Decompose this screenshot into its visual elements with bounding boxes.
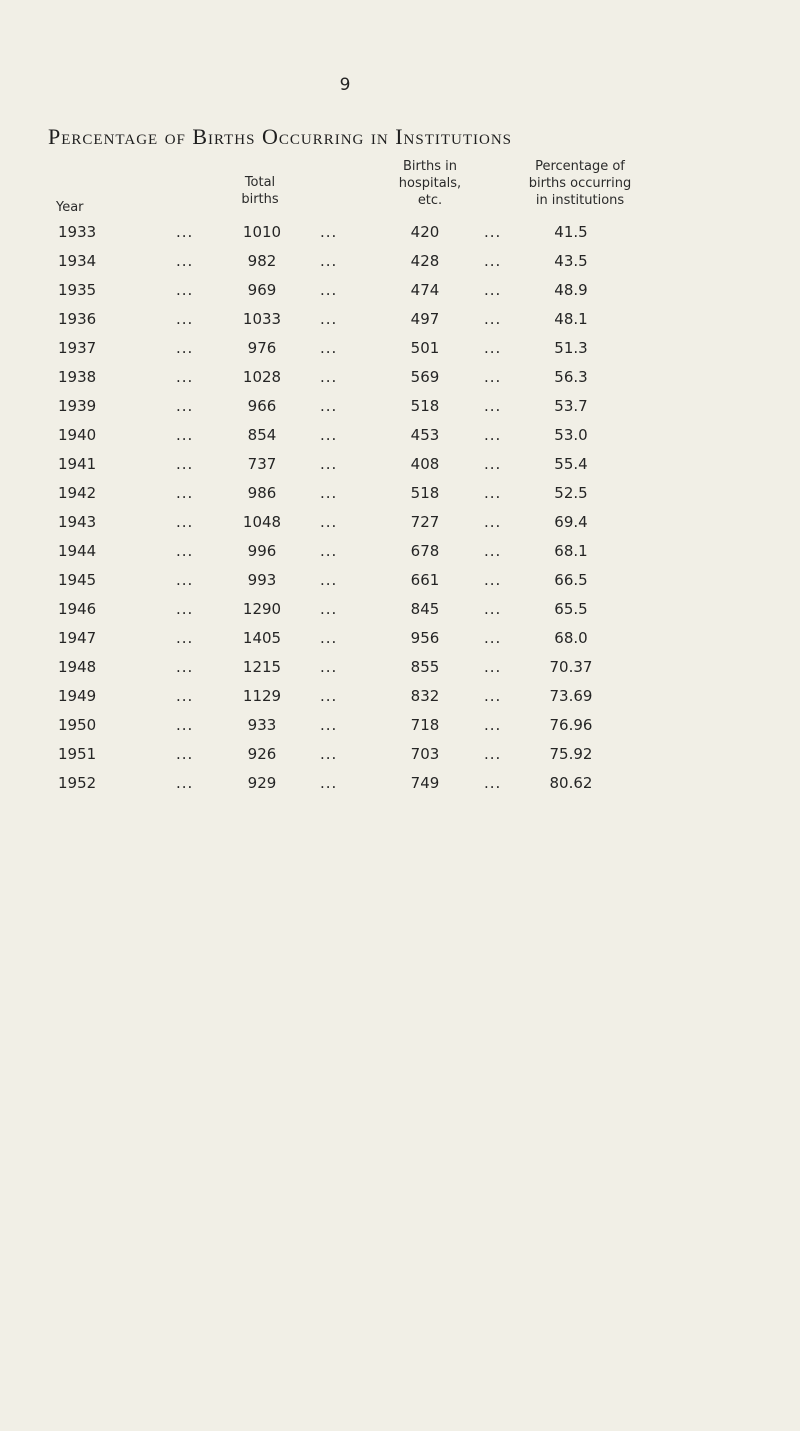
year-cell: 1947 xyxy=(58,629,97,647)
leader-dots: ... xyxy=(320,310,338,328)
column-header-line: Births in xyxy=(403,159,457,174)
hospital-births-cell: 474 xyxy=(410,281,440,299)
percentage-cell: 65.5 xyxy=(554,600,588,618)
hospital-births-cell: 453 xyxy=(410,426,440,444)
leader-dots: ... xyxy=(176,426,194,444)
leader-dots: ... xyxy=(320,426,338,444)
hospital-births-cell: 661 xyxy=(410,571,440,589)
leader-dots: ... xyxy=(484,281,502,299)
leader-dots: ... xyxy=(320,629,338,647)
total-births-cell: 986 xyxy=(247,484,277,502)
leader-dots: ... xyxy=(320,513,338,531)
total-births-cell: 1028 xyxy=(242,368,282,386)
year-cell: 1950 xyxy=(58,716,97,734)
table-row xyxy=(0,566,800,595)
table-row xyxy=(0,769,800,798)
year-cell: 1945 xyxy=(58,571,97,589)
leader-dots: ... xyxy=(320,658,338,676)
hospital-births-cell: 678 xyxy=(410,542,440,560)
percentage-cell: 73.69 xyxy=(549,687,593,705)
total-births-cell: 982 xyxy=(247,252,277,270)
leader-dots: ... xyxy=(320,745,338,763)
total-births-cell: 1290 xyxy=(242,600,282,618)
column-header-year: Year xyxy=(56,200,84,215)
hospital-births-cell: 408 xyxy=(410,455,440,473)
leader-dots: ... xyxy=(320,368,338,386)
leader-dots: ... xyxy=(484,426,502,444)
leader-dots: ... xyxy=(176,571,194,589)
percentage-cell: 55.4 xyxy=(554,455,588,473)
table-row xyxy=(0,450,800,479)
leader-dots: ... xyxy=(484,658,502,676)
column-header-line: births xyxy=(241,192,279,207)
leader-dots: ... xyxy=(176,281,194,299)
total-births-cell: 737 xyxy=(247,455,277,473)
leader-dots: ... xyxy=(320,339,338,357)
year-cell: 1949 xyxy=(58,687,97,705)
hospital-births-cell: 420 xyxy=(410,223,440,241)
leader-dots: ... xyxy=(176,542,194,560)
total-births-cell: 969 xyxy=(247,281,277,299)
leader-dots: ... xyxy=(176,658,194,676)
year-cell: 1952 xyxy=(58,774,97,792)
percentage-cell: 56.3 xyxy=(554,368,588,386)
leader-dots: ... xyxy=(176,455,194,473)
leader-dots: ... xyxy=(484,542,502,560)
hospital-births-cell: 703 xyxy=(410,745,440,763)
year-cell: 1941 xyxy=(58,455,97,473)
table-row xyxy=(0,392,800,421)
hospital-births-cell: 749 xyxy=(410,774,440,792)
table-row xyxy=(0,305,800,334)
percentage-cell: 68.0 xyxy=(554,629,588,647)
table-row xyxy=(0,711,800,740)
leader-dots: ... xyxy=(484,745,502,763)
leader-dots: ... xyxy=(320,716,338,734)
leader-dots: ... xyxy=(320,687,338,705)
column-header-line: births occurring xyxy=(528,176,632,191)
column-header-line: in institutions xyxy=(535,193,625,208)
leader-dots: ... xyxy=(320,600,338,618)
year-cell: 1940 xyxy=(58,426,97,444)
hospital-births-cell: 428 xyxy=(410,252,440,270)
year-cell: 1944 xyxy=(58,542,97,560)
leader-dots: ... xyxy=(484,687,502,705)
leader-dots: ... xyxy=(484,223,502,241)
year-cell: 1942 xyxy=(58,484,97,502)
percentage-cell: 51.3 xyxy=(554,339,588,357)
hospital-births-cell: 569 xyxy=(410,368,440,386)
year-cell: 1948 xyxy=(58,658,97,676)
table-row xyxy=(0,682,800,711)
leader-dots: ... xyxy=(484,629,502,647)
leader-dots: ... xyxy=(484,339,502,357)
table-row xyxy=(0,624,800,653)
total-births-cell: 1215 xyxy=(242,658,282,676)
table-row xyxy=(0,276,800,305)
leader-dots: ... xyxy=(176,774,194,792)
total-births-cell: 976 xyxy=(247,339,277,357)
percentage-cell: 52.5 xyxy=(554,484,588,502)
column-header-line: hospitals, xyxy=(398,176,462,191)
leader-dots: ... xyxy=(176,745,194,763)
leader-dots: ... xyxy=(484,397,502,415)
column-header-total-births xyxy=(230,174,290,208)
percentage-cell: 48.9 xyxy=(554,281,588,299)
total-births-cell: 854 xyxy=(247,426,277,444)
total-births-cell: 1405 xyxy=(242,629,282,647)
total-births-cell: 1048 xyxy=(242,513,282,531)
leader-dots: ... xyxy=(484,252,502,270)
leader-dots: ... xyxy=(176,600,194,618)
hospital-births-cell: 956 xyxy=(410,629,440,647)
column-header-percentage xyxy=(500,158,660,209)
leader-dots: ... xyxy=(484,774,502,792)
table-body xyxy=(0,218,800,798)
leader-dots: ... xyxy=(484,571,502,589)
year-cell: 1951 xyxy=(58,745,97,763)
hospital-births-cell: 855 xyxy=(410,658,440,676)
leader-dots: ... xyxy=(320,571,338,589)
hospital-births-cell: 718 xyxy=(410,716,440,734)
total-births-cell: 1010 xyxy=(242,223,282,241)
hospital-births-cell: 497 xyxy=(410,310,440,328)
total-births-cell: 933 xyxy=(247,716,277,734)
year-cell: 1934 xyxy=(58,252,97,270)
table-row xyxy=(0,740,800,769)
leader-dots: ... xyxy=(176,484,194,502)
leader-dots: ... xyxy=(176,252,194,270)
leader-dots: ... xyxy=(176,513,194,531)
leader-dots: ... xyxy=(176,310,194,328)
percentage-cell: 68.1 xyxy=(554,542,588,560)
percentage-cell: 48.1 xyxy=(554,310,588,328)
leader-dots: ... xyxy=(320,455,338,473)
table-row xyxy=(0,363,800,392)
leader-dots: ... xyxy=(320,252,338,270)
total-births-cell: 966 xyxy=(247,397,277,415)
leader-dots: ... xyxy=(484,310,502,328)
leader-dots: ... xyxy=(176,687,194,705)
year-cell: 1943 xyxy=(58,513,97,531)
leader-dots: ... xyxy=(176,339,194,357)
leader-dots: ... xyxy=(320,397,338,415)
hospital-births-cell: 501 xyxy=(410,339,440,357)
leader-dots: ... xyxy=(320,281,338,299)
leader-dots: ... xyxy=(176,716,194,734)
total-births-cell: 926 xyxy=(247,745,277,763)
percentage-cell: 53.0 xyxy=(554,426,588,444)
year-cell: 1938 xyxy=(58,368,97,386)
table-row xyxy=(0,653,800,682)
percentage-cell: 41.5 xyxy=(554,223,588,241)
table-row xyxy=(0,479,800,508)
page-number: 9 xyxy=(339,75,351,95)
leader-dots: ... xyxy=(484,513,502,531)
percentage-cell: 75.92 xyxy=(549,745,593,763)
year-cell: 1937 xyxy=(58,339,97,357)
leader-dots: ... xyxy=(484,368,502,386)
percentage-cell: 53.7 xyxy=(554,397,588,415)
hospital-births-cell: 832 xyxy=(410,687,440,705)
percentage-cell: 76.96 xyxy=(549,716,593,734)
column-header-line: Percentage of xyxy=(535,159,625,174)
leader-dots: ... xyxy=(176,629,194,647)
leader-dots: ... xyxy=(176,223,194,241)
total-births-cell: 1129 xyxy=(242,687,282,705)
total-births-cell: 1033 xyxy=(242,310,282,328)
table-title: Percentage of Births Occurring in Institutions xyxy=(48,124,513,149)
leader-dots: ... xyxy=(320,223,338,241)
total-births-cell: 996 xyxy=(247,542,277,560)
leader-dots: ... xyxy=(176,368,194,386)
hospital-births-cell: 845 xyxy=(410,600,440,618)
year-cell: 1939 xyxy=(58,397,97,415)
column-header-line: Total xyxy=(244,175,276,190)
column-header-line: etc. xyxy=(417,193,443,208)
leader-dots: ... xyxy=(176,397,194,415)
column-header-hospital-births xyxy=(375,158,485,209)
table-row xyxy=(0,421,800,450)
leader-dots: ... xyxy=(484,455,502,473)
table-row xyxy=(0,508,800,537)
year-cell: 1946 xyxy=(58,600,97,618)
leader-dots: ... xyxy=(320,542,338,560)
leader-dots: ... xyxy=(320,484,338,502)
total-births-cell: 929 xyxy=(247,774,277,792)
year-cell: 1936 xyxy=(58,310,97,328)
leader-dots: ... xyxy=(484,600,502,618)
leader-dots: ... xyxy=(484,716,502,734)
leader-dots: ... xyxy=(320,774,338,792)
table-row xyxy=(0,334,800,363)
hospital-births-cell: 727 xyxy=(410,513,440,531)
hospital-births-cell: 518 xyxy=(410,397,440,415)
year-cell: 1935 xyxy=(58,281,97,299)
hospital-births-cell: 518 xyxy=(410,484,440,502)
table-row xyxy=(0,537,800,566)
leader-dots: ... xyxy=(484,484,502,502)
table-row xyxy=(0,218,800,247)
percentage-cell: 70.37 xyxy=(549,658,593,676)
table-row xyxy=(0,595,800,624)
year-cell: 1933 xyxy=(58,223,97,241)
total-births-cell: 993 xyxy=(247,571,277,589)
percentage-cell: 80.62 xyxy=(549,774,593,792)
percentage-cell: 66.5 xyxy=(554,571,588,589)
table-row xyxy=(0,247,800,276)
percentage-cell: 43.5 xyxy=(554,252,588,270)
percentage-cell: 69.4 xyxy=(554,513,588,531)
